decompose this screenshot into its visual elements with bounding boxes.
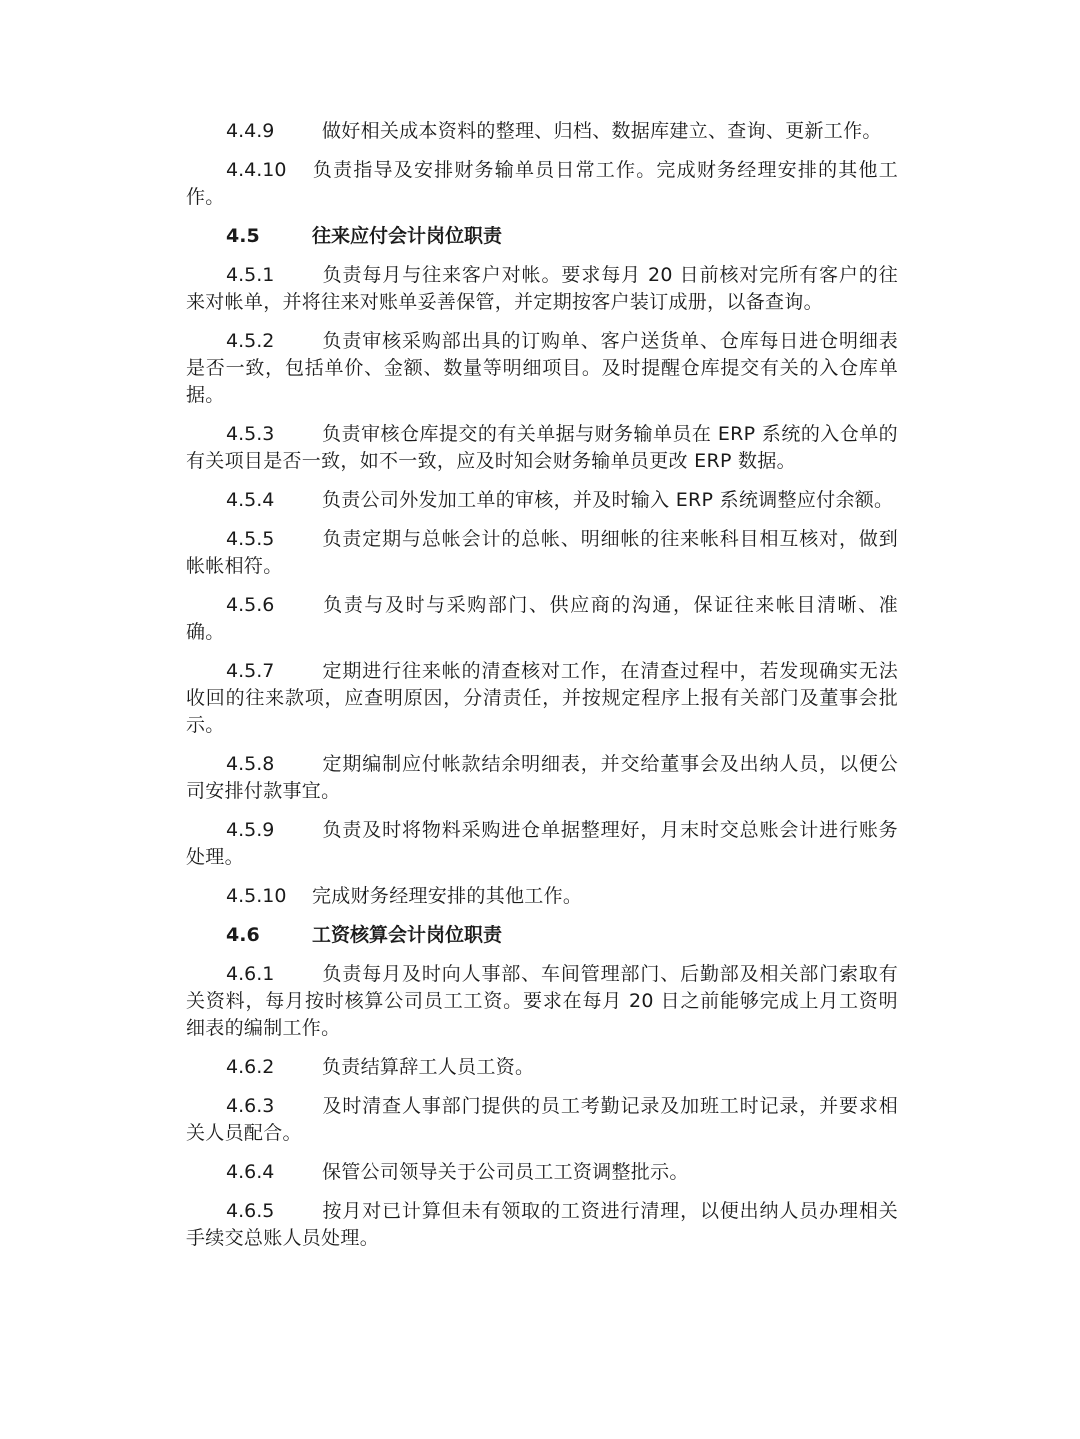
clause-text: 完成财务经理安排的其他工作。 xyxy=(312,885,583,907)
clause-text: 定期编制应付帐款结余明细表，并交给董事会及出纳人员，以便公司安排付款事宜。 xyxy=(186,753,898,802)
clause-number: 4.5.7 xyxy=(226,660,275,682)
clause-text: 负责定期与总帐会计的总帐、明细帐的往来帐科目相互核对，做到帐帐相符。 xyxy=(186,528,898,577)
clause-number: 4.5.10 xyxy=(226,885,287,907)
clause-4-6-1 xyxy=(186,961,898,1042)
clause-number: 4.5.9 xyxy=(226,819,275,841)
clause-4-5-6 xyxy=(186,592,898,646)
clause-text: 负责每月及时向人事部、车间管理部门、后勤部及相关部门索取有关资料，每月按时核算公司员工工资。要求在每月 20 日之前能够完成上月工资明细表的编制工作。 xyxy=(186,963,898,1039)
section-number: 4.6 xyxy=(226,924,260,946)
clause-number: 4.6.3 xyxy=(226,1095,275,1117)
clause-text: 负责指导及安排财务输单员日常工作。完成财务经理安排的其他工作。 xyxy=(186,159,898,208)
section-heading-4-6 xyxy=(186,922,898,949)
clause-4-5-3 xyxy=(186,421,898,475)
section-heading-4-5 xyxy=(186,223,898,250)
clause-text: 负责与及时与采购部门、供应商的沟通，保证往来帐目清晰、准确。 xyxy=(186,594,898,643)
clause-4-5-7 xyxy=(186,658,898,739)
clause-4-6-4 xyxy=(186,1159,898,1186)
clause-4-5-1 xyxy=(186,262,898,316)
clause-text: 负责每月与往来客户对帐。要求每月 20 日前核对完所有客户的往来对帐单，并将往来对账单妥善保管，并定期按客户装订成册，以备查询。 xyxy=(186,264,898,313)
document-page xyxy=(186,118,898,1264)
clause-number: 4.6.4 xyxy=(226,1161,275,1183)
clause-text: 负责审核采购部出具的订购单、客户送货单、仓库每日进仓明细表是否一致，包括单价、金额、数量等明细项目。及时提醒仓库提交有关的入仓库单据。 xyxy=(186,330,898,406)
clause-number: 4.4.10 xyxy=(226,159,287,181)
clause-text: 负责审核仓库提交的有关单据与财务输单员在 ERP 系统的入仓单的有关项目是否一致，如不一致，应及时知会财务输单员更改 ERP 数据。 xyxy=(186,423,898,472)
clause-text: 保管公司领导关于公司员工工资调整批示。 xyxy=(322,1161,689,1183)
clause-4-6-2 xyxy=(186,1054,898,1081)
clause-text: 按月对已计算但未有领取的工资进行清理，以便出纳人员办理相关手续交总账人员处理。 xyxy=(186,1200,898,1249)
clause-number: 4.6.5 xyxy=(226,1200,275,1222)
clause-text: 定期进行往来帐的清查核对工作，在清查过程中，若发现确实无法收回的往来款项，应查明原因，分清责任，并按规定程序上报有关部门及董事会批示。 xyxy=(186,660,898,736)
clause-number: 4.5.8 xyxy=(226,753,275,775)
clause-4-5-8 xyxy=(186,751,898,805)
clause-text: 负责公司外发加工单的审核，并及时输入 ERP 系统调整应付余额。 xyxy=(322,489,894,511)
clause-number: 4.5.2 xyxy=(226,330,275,352)
section-title: 往来应付会计岗位职责 xyxy=(312,225,503,247)
clause-number: 4.5.5 xyxy=(226,528,275,550)
clause-text: 负责结算辞工人员工资。 xyxy=(322,1056,535,1078)
clause-number: 4.5.6 xyxy=(226,594,275,616)
clause-4-4-10 xyxy=(186,157,898,211)
clause-4-5-9 xyxy=(186,817,898,871)
clause-number: 4.5.4 xyxy=(226,489,275,511)
clause-text: 及时清查人事部门提供的员工考勤记录及加班工时记录，并要求相关人员配合。 xyxy=(186,1095,898,1144)
section-number: 4.5 xyxy=(226,225,260,247)
clause-text: 做好相关成本资料的整理、归档、数据库建立、查询、更新工作。 xyxy=(322,120,882,142)
clause-4-5-2 xyxy=(186,328,898,409)
clause-number: 4.6.1 xyxy=(226,963,275,985)
section-title: 工资核算会计岗位职责 xyxy=(312,924,503,946)
clause-number: 4.5.3 xyxy=(226,423,275,445)
clause-4-6-3 xyxy=(186,1093,898,1147)
clause-4-5-10 xyxy=(186,883,898,910)
clause-4-6-5 xyxy=(186,1198,898,1252)
clause-number: 4.5.1 xyxy=(226,264,275,286)
clause-number: 4.4.9 xyxy=(226,120,275,142)
clause-text: 负责及时将物料采购进仓单据整理好，月末时交总账会计进行账务处理。 xyxy=(186,819,898,868)
clause-number: 4.6.2 xyxy=(226,1056,275,1078)
clause-4-4-9 xyxy=(186,118,898,145)
clause-4-5-4 xyxy=(186,487,898,514)
clause-4-5-5 xyxy=(186,526,898,580)
